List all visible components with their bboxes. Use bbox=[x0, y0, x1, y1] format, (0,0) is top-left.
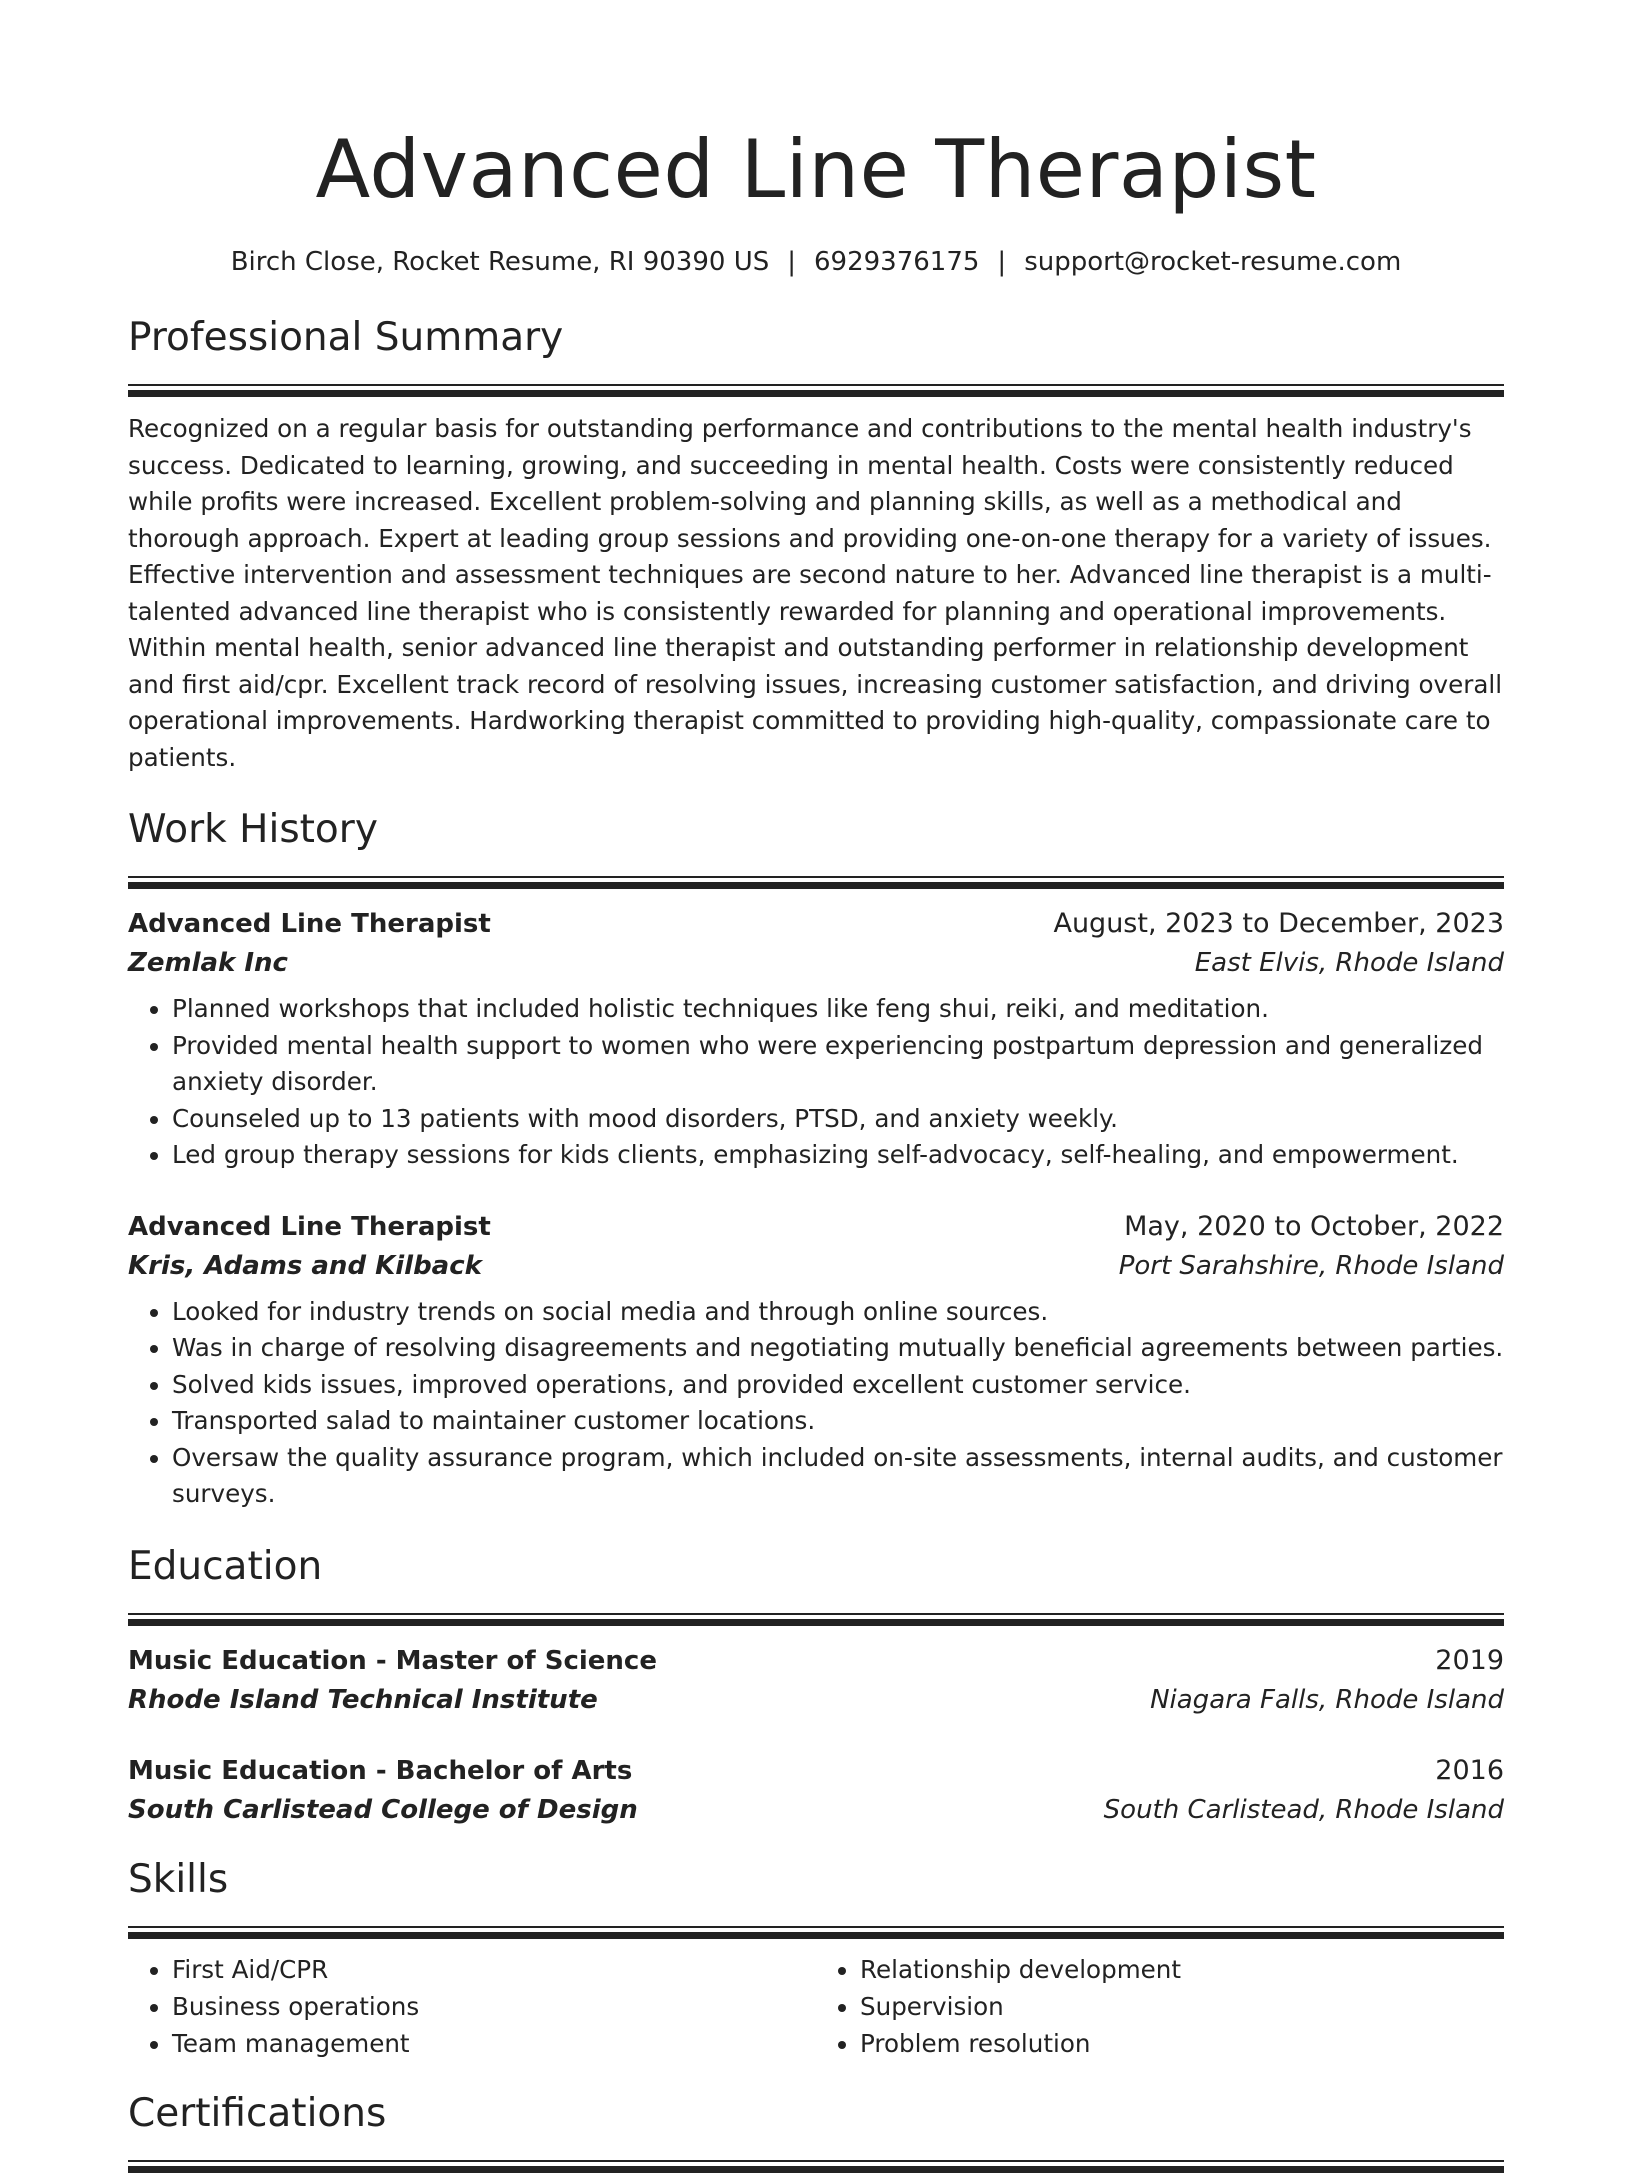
skill-item: • Team management bbox=[172, 2025, 816, 2062]
education-location: Niagara Falls, Rhode Island bbox=[1150, 1684, 1504, 1715]
job-dates: August, 2023 to December, 2023 bbox=[1053, 908, 1504, 939]
job-title: Advanced Line Therapist bbox=[128, 909, 491, 939]
education-section bbox=[128, 1541, 1504, 1830]
section-divider bbox=[128, 876, 1504, 889]
skills-list-left bbox=[128, 1951, 816, 2062]
certifications-section bbox=[128, 2088, 1504, 2173]
education-degree: Music Education - Bachelor of Arts bbox=[128, 1755, 633, 1786]
job-bullet: • Looked for industry trends on social media and through online sources. bbox=[172, 1294, 1504, 1331]
contact-address: Birch Close, Rocket Resume, RI 90390 US bbox=[230, 247, 770, 277]
job-bullet: • Provided mental health support to women who were experiencing postpartum depression and generalized anxiety disorder. bbox=[172, 1028, 1504, 1101]
skills-section bbox=[128, 1854, 1504, 2062]
section-title-work-history: Work History bbox=[128, 807, 378, 852]
skill-item: • Relationship development bbox=[860, 1951, 1504, 1988]
job-employer: Zemlak Inc bbox=[128, 948, 288, 978]
contact-line bbox=[128, 242, 1504, 282]
education-school: South Carlistead College of Design bbox=[128, 1794, 638, 1825]
job-entry bbox=[128, 905, 1504, 1174]
job-employer: Kris, Adams and Kilback bbox=[128, 1250, 482, 1281]
education-entry bbox=[128, 1642, 1504, 1720]
section-divider bbox=[128, 1613, 1504, 1626]
section-title-skills: Skills bbox=[128, 1856, 229, 1902]
summary-section bbox=[128, 312, 1504, 776]
job-bullet: • Solved kids issues, improved operations, and provided excellent customer service. bbox=[172, 1367, 1504, 1404]
job-bullets bbox=[128, 1294, 1504, 1513]
job-dates: May, 2020 to October, 2022 bbox=[1124, 1210, 1504, 1242]
job-title: Advanced Line Therapist bbox=[128, 1211, 491, 1242]
section-title-certifications: Certifications bbox=[128, 2090, 387, 2136]
education-school: Rhode Island Technical Institute bbox=[128, 1684, 598, 1715]
contact-email: support@rocket-resume.com bbox=[1024, 247, 1402, 277]
skills-columns bbox=[128, 1951, 1504, 2062]
job-bullet: • Led group therapy sessions for kids clients, emphasizing self-advocacy, self-healing, and empowerment. bbox=[172, 1137, 1504, 1174]
section-divider bbox=[128, 2160, 1504, 2173]
section-title-summary: Professional Summary bbox=[128, 315, 564, 360]
resume-name: Advanced Line Therapist bbox=[315, 123, 1317, 216]
job-bullet: • Counseled up to 13 patients with mood disorders, PTSD, and anxiety weekly. bbox=[172, 1101, 1504, 1138]
skill-item: • Business operations bbox=[172, 1988, 816, 2025]
skill-item: • First Aid/CPR bbox=[172, 1951, 816, 1988]
education-year: 2016 bbox=[1435, 1754, 1504, 1786]
work-history-section bbox=[128, 804, 1504, 1513]
job-bullet: • Transported salad to maintainer customer locations. bbox=[172, 1403, 1504, 1440]
section-divider bbox=[128, 384, 1504, 397]
summary-text: Recognized on a regular basis for outstanding performance and contributions to the mental health industry's success. Dedicated to learning, growing, and succeeding in mental health. Costs were consistently reduced while profits were increased. Excellent problem-solving and planning skills, as well as a methodical and thorough approach. Expert at leading group sessions and providing one-on-one therapy for a variety of issues. Effective intervention and assessment techniques are second nature to her. Advanced line therapist is a multi-talented advanced line therapist who is consistently rewarded for planning and operational improvements. Within mental health, senior advanced line therapist and outstanding performer in relationship development and first aid/cpr. Excellent track record of resolving issues, increasing customer satisfaction, and driving overall operational improvements. Hardworking therapist committed to providing high-quality, compassionate care to patients. bbox=[128, 414, 1503, 772]
contact-separator: | bbox=[787, 247, 796, 277]
education-year: 2019 bbox=[1435, 1644, 1504, 1676]
education-degree: Music Education - Master of Science bbox=[128, 1645, 657, 1676]
job-location: East Elvis, Rhode Island bbox=[1194, 948, 1504, 978]
education-entry bbox=[128, 1752, 1504, 1830]
skill-item: • Problem resolution bbox=[860, 2025, 1504, 2062]
contact-phone: 6929376175 bbox=[814, 247, 980, 277]
skill-item: • Supervision bbox=[860, 1988, 1504, 2025]
job-bullets bbox=[128, 991, 1504, 1174]
job-entry bbox=[128, 1208, 1504, 1513]
section-title-education: Education bbox=[128, 1543, 323, 1589]
job-location: Port Sarahshire, Rhode Island bbox=[1118, 1250, 1504, 1281]
contact-separator: | bbox=[997, 247, 1007, 277]
job-bullet: • Was in charge of resolving disagreements and negotiating mutually beneficial agreements between parties. bbox=[172, 1330, 1504, 1367]
section-divider bbox=[128, 1926, 1504, 1939]
skills-list-right bbox=[816, 1951, 1504, 2062]
job-bullet: • Oversaw the quality assurance program, which included on-site assessments, internal audits, and customer surveys. bbox=[172, 1440, 1504, 1513]
education-location: South Carlistead, Rhode Island bbox=[1103, 1794, 1504, 1825]
job-bullet: • Planned workshops that included holistic techniques like feng shui, reiki, and meditation. bbox=[172, 991, 1504, 1028]
